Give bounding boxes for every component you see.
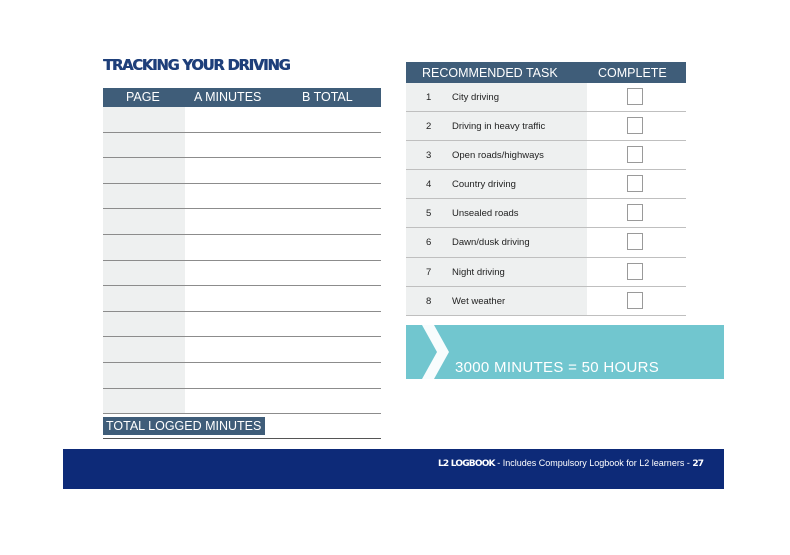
- task-number: 3: [426, 150, 432, 162]
- total-logged-minutes-label: TOTAL LOGGED MINUTES: [103, 417, 265, 435]
- task-row: [406, 170, 686, 199]
- task-number: 4: [426, 179, 432, 191]
- tracking-row: [103, 286, 381, 312]
- page-cell[interactable]: [103, 184, 185, 209]
- task-number: 7: [426, 266, 432, 278]
- task-row: [406, 141, 686, 170]
- page-cell[interactable]: [103, 363, 185, 388]
- task-number: 5: [426, 208, 432, 220]
- page-cell[interactable]: [103, 235, 185, 260]
- task-label: Unsealed roads: [452, 208, 519, 220]
- page-cell[interactable]: [103, 261, 185, 286]
- tracking-row: [103, 363, 381, 389]
- complete-checkbox[interactable]: [627, 292, 643, 309]
- task-label: Driving in heavy traffic: [452, 121, 546, 133]
- complete-checkbox[interactable]: [627, 88, 643, 105]
- tracking-row: [103, 184, 381, 210]
- tasks-table-header: [406, 62, 686, 83]
- column-header-recommended-task: RECOMMENDED TASK: [422, 66, 558, 80]
- footer-brand: L2 LOGBOOK: [438, 459, 495, 469]
- task-number: 8: [426, 295, 432, 307]
- page-cell[interactable]: [103, 312, 185, 337]
- tracking-row: [103, 337, 381, 363]
- complete-checkbox[interactable]: [627, 263, 643, 280]
- task-number: 2: [426, 121, 432, 133]
- page-cell[interactable]: [103, 286, 185, 311]
- tracking-row: [103, 261, 381, 287]
- page-cell[interactable]: [103, 389, 185, 414]
- page-title: TRACKING YOUR DRIVING: [103, 56, 290, 74]
- task-row: [406, 199, 686, 228]
- task-row: [406, 83, 686, 112]
- complete-checkbox[interactable]: [627, 204, 643, 221]
- footer-caption: - Includes Compulsory Logbook for L2 learners -: [494, 458, 693, 468]
- tracking-row: [103, 209, 381, 235]
- page-cell[interactable]: [103, 107, 185, 132]
- footer-text: [438, 458, 703, 469]
- complete-checkbox[interactable]: [627, 117, 643, 134]
- complete-checkbox[interactable]: [627, 175, 643, 192]
- tasks-table-body: [406, 83, 686, 316]
- task-label: Dawn/dusk driving: [452, 237, 530, 249]
- tracking-table-body: [103, 107, 381, 414]
- page-cell[interactable]: [103, 158, 185, 183]
- column-header-page: PAGE: [126, 90, 160, 104]
- task-label: Country driving: [452, 179, 516, 191]
- tracking-row: [103, 133, 381, 159]
- page-cell[interactable]: [103, 209, 185, 234]
- total-underline: [103, 438, 381, 439]
- tracking-row: [103, 389, 381, 415]
- chevron-right-icon: [418, 325, 454, 379]
- tracking-row: [103, 312, 381, 338]
- footer-bar: [63, 449, 724, 489]
- task-label: City driving: [452, 92, 499, 103]
- column-header-a-minutes: A MINUTES: [194, 90, 262, 104]
- task-row: [406, 258, 686, 287]
- task-label: Open roads/highways: [452, 150, 544, 162]
- task-label: Wet weather: [452, 295, 506, 307]
- task-row: [406, 112, 686, 141]
- task-label: Night driving: [452, 266, 505, 278]
- column-header-complete: COMPLETE: [598, 66, 667, 80]
- task-number: 1: [426, 92, 432, 103]
- complete-checkbox[interactable]: [627, 146, 643, 163]
- task-row: [406, 228, 686, 257]
- tracking-row: [103, 107, 381, 133]
- page-number: 27: [692, 459, 704, 469]
- tracking-row: [103, 158, 381, 184]
- tracking-row: [103, 235, 381, 261]
- hours-banner-text: 3000 MINUTES = 50 HOURS: [455, 359, 660, 376]
- task-row: [406, 287, 686, 316]
- task-number: 6: [426, 237, 432, 249]
- page-cell[interactable]: [103, 337, 185, 362]
- column-header-b-total: B TOTAL: [302, 90, 353, 104]
- page-cell[interactable]: [103, 133, 185, 158]
- complete-checkbox[interactable]: [627, 233, 643, 250]
- hours-banner: [406, 325, 724, 379]
